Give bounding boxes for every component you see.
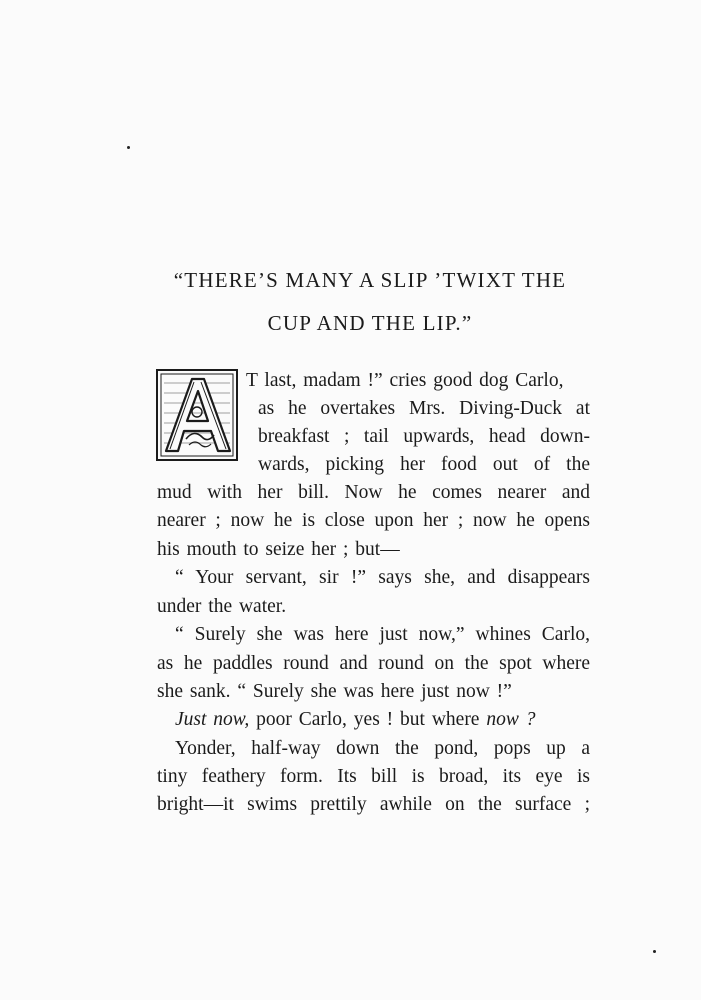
- italic-phrase: now ?: [486, 709, 536, 730]
- text-line-italic-emphasis: [175, 710, 535, 730]
- text-line: wards, picking her food out of the: [258, 454, 590, 475]
- text-line: breakfast ; tail upwards, head down-: [258, 426, 590, 447]
- text-line: under the water.: [157, 596, 287, 617]
- text-line: “ Your servant, sir !” says she, and disappears: [175, 567, 590, 588]
- text-line: as he paddles round and round on the spot where: [157, 653, 590, 674]
- text-line: bright—it swims prettily awhile on the surface ;: [157, 794, 590, 815]
- plain-phrase: poor Carlo, yes ! but where: [249, 709, 487, 730]
- chapter-title-line-2: CUP AND THE LIP.”: [267, 311, 473, 335]
- ink-speck: [127, 146, 130, 149]
- text-line: his mouth to seize her ; but—: [157, 539, 400, 560]
- text-line: as he overtakes Mrs. Diving-Duck at: [258, 398, 590, 419]
- ink-speck: [653, 950, 656, 953]
- chapter-title-line-1: “THERE’S MANY A SLIP ’TWIXT THE: [173, 268, 567, 292]
- text-line: nearer ; now he is close upon her ; now he opens: [157, 510, 590, 531]
- text-line: she sank. “ Surely she was here just now !”: [157, 681, 512, 702]
- text-line: “ Surely she was here just now,” whines Carlo,: [175, 624, 590, 645]
- text-line: T last, madam !” cries good dog Carlo,: [246, 370, 564, 391]
- text-line: Yonder, half-way down the pond, pops up a: [175, 738, 590, 759]
- drop-cap-letter: A: [238, 461, 239, 462]
- italic-phrase: Just now,: [175, 709, 250, 730]
- ornamental-drop-cap-A: [156, 369, 238, 461]
- text-line: tiny feathery form. Its bill is broad, its eye is: [157, 766, 590, 787]
- text-line: mud with her bill. Now he comes nearer and: [157, 482, 590, 503]
